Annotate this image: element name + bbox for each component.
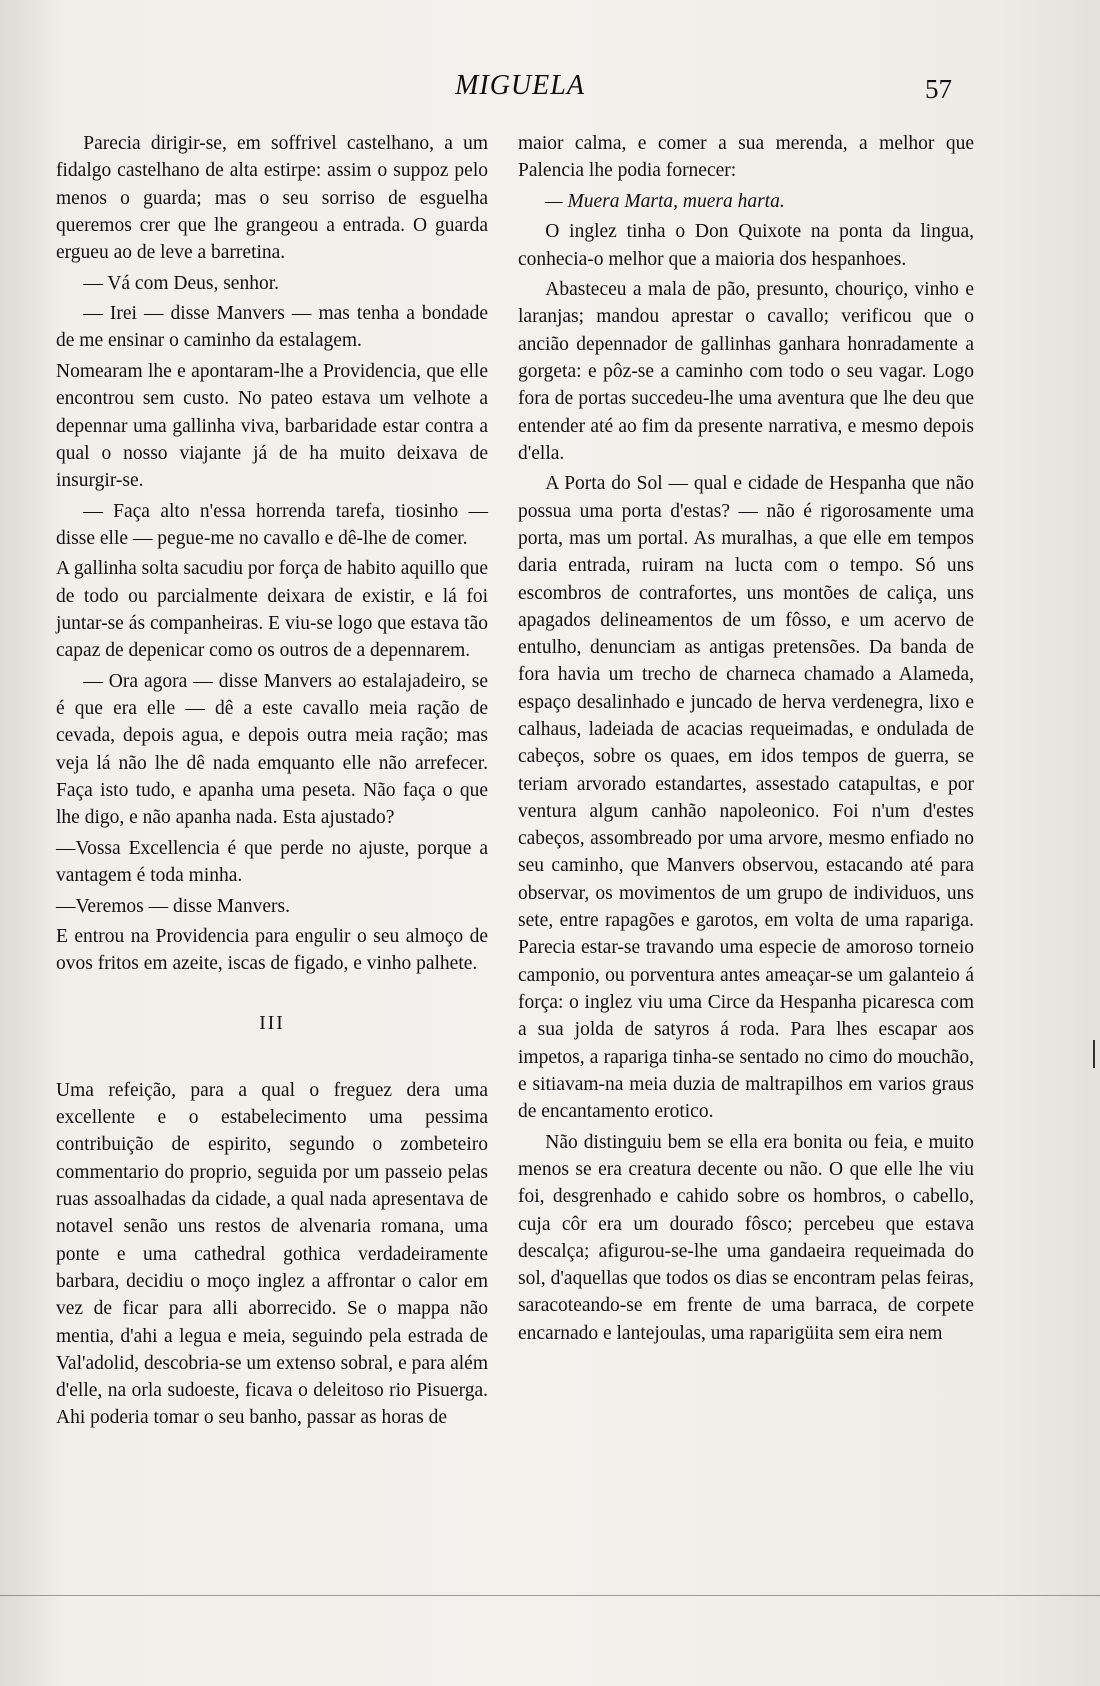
paragraph: Nomearam lhe e apontaram-lhe a Providencia, que elle encontrou sem custo. No pateo estava um velhote a depennar uma gallinha viva, barbaridade estar contra a qual o nosso viajante já de ha muito deixava de insurgir-se. [56, 360, 488, 492]
paragraph: — Ora agora — disse Manvers ao estalajadeiro, se é que era elle — dê a este cavallo meia ração de cevada, depois agua, e depois outra meia ração; mas veja lá não lhe dê nada emquanto elle não arrefecer. Faça isto tudo, e apanha uma peseta. Não faça o que lhe digo, e não apanha nada. Esta ajustado? [56, 670, 488, 829]
margin-pencil-mark [1093, 1040, 1095, 1068]
running-title: MIGUELA [455, 70, 585, 101]
left-column [56, 130, 488, 1435]
paragraph: Não distinguiu bem se ella era bonita ou feia, e muito menos se era creatura decente ou não. O que elle lhe viu foi, desgrenhado e cahido sobre os hombros, o cabello, cuja côr era um dourado fôsco; percebeu que estava descalça; afigurou-se-lhe uma gandaeira requeimada do sol, d'aquellas que todos os dias se encontram pelas feiras, saracoteando-se em frente de uma barraca, de corpete encarnado e lantejoulas, uma raparigüita sem eira nem [518, 1131, 974, 1344]
paragraph: maior calma, e comer a sua merenda, a melhor que Palencia lhe podia fornecer: [518, 133, 974, 182]
right-column [518, 130, 974, 1350]
paragraph: —Veremos — disse Manvers. [56, 895, 290, 917]
paragraph: Abasteceu a mala de pão, presunto, chouriço, vinho e laranjas; mandou aprestar o cavallo; verificou que o ancião depennador de gallinhas ganhara honradamente a gorgeta: e pôz-se a caminho com todo o seu vagar. Logo fora de portas succedeu-lhe uma aventura que lhe deu que entender até ao fim da presente narrativa, e mesmo depois d'ella. [518, 279, 974, 464]
paragraph: A Porta do Sol — qual e cidade de Hespanha que não possua uma porta d'estas? — não é rigorosamente uma porta, mas um portal. As muralhas, a que elle em tempos daria entrada, ruiram na lucta com o tempo. Só uns escombros de contrafortes, uns montões de caliça, uns apagados delineamentos de um fôsso, e um acervo de entulho, denunciam as antigas pretensões. Da banda de fora havia um trecho de charneca chamado a Alameda, espaço desalinhado e juncado de herva verdenegra, lixo e calhaus, ladeiada de acacias requeimadas, e ondulada de cabeços, sobre os quaes, em idos tempos de guerra, se teriam arvorado estandartes, assestado catapultas, e por ventura algum canhão napoleonico. Foi n'um d'estes cabeços, assombreado por uma arvore, mesmo enfiado no seu caminho, que Manvers observou, estacando até para observar, os movimentos de um grupo de individuos, uns sete, entre rapagões e garotos, em volta de uma rapariga. Parecia estar-se travando uma especie de amoroso torneio camponio, ou porventura antes ameaçar-se um galanteio á força: o inglez viu uma Circe da Hespanha picaresca com a sua jolda de satyros á roda. Para lhes escapar aos impetos, a rapariga tinha-se sentado no cimo do mouchão, e sitiavam-na meia duzia de maltrapilhos em varios graus de encantamento erotico. [518, 473, 974, 1123]
page-number: 57 [925, 74, 952, 104]
paragraph: — Irei — disse Manvers — mas tenha a bondade de me ensinar o caminho da estalagem. [56, 303, 488, 352]
paragraph: — Vá com Deus, senhor. [83, 272, 279, 294]
scan-edge-line [0, 1595, 1100, 1596]
paragraph: E entrou na Providencia para engulir o seu almoço de ovos fritos em azeite, iscas de figado, e vinho palhete. [56, 926, 488, 975]
paragraph: Uma refeição, para a qual o freguez dera uma excellente e o estabelecimento uma pessima contribuição de espirito, segundo o zombeteiro commentario do proprio, seguida por um passeio pelas ruas assoalhadas da cidade, a qual nada apresentava de notavel senão uns restos de alvenaria romana, uma ponte e uma cathedral gothica verdadeiramente barbara, decidiu o moço inglez a affrontar o calor em vez de ficar para alli aborrecido. Se o mappa não mentia, d'ahi a legua e meia, seguindo pela estrada de Val'adolid, descobria-se um extenso sobral, e para além d'elle, na orla sudoeste, ficava o deleitoso rio Pisuerga. Ahi poderia tomar o seu banho, passar as horas de [56, 1079, 488, 1429]
paragraph: A gallinha solta sacudiu por força de habito aquillo que de todo ou parcialmente deixara de existir, e lá foi juntar-se ás companheiras. E viu-se logo que estava tão capaz de depenicar como os outros de a depennarem. [56, 558, 488, 662]
page-header [0, 70, 1100, 110]
paragraph: O inglez tinha o Don Quixote na ponta da lingua, conhecia-o melhor que a maioria dos hespanhoes. [518, 221, 974, 270]
paragraph: Parecia dirigir-se, em soffrivel castelhano, a um fidalgo castelhano de alta estirpe: assim o suppoz pelo menos o guarda; mas o seu sorriso de esguelha queremos crer que lhe grangeou a entrada. O guarda ergueu ao de leve a barretina. [56, 133, 488, 264]
paragraph: —Vossa Excellencia é que perde no ajuste, porque a vantagem é toda minha. [56, 837, 488, 887]
quoted-saying: — Muera Marta, muera harta. [545, 190, 785, 212]
section-heading: III [259, 1012, 285, 1034]
paragraph: — Faça alto n'essa horrenda tarefa, tiosinho — disse elle — pegue-me no cavallo e dê-lhe de comer. [56, 500, 488, 549]
